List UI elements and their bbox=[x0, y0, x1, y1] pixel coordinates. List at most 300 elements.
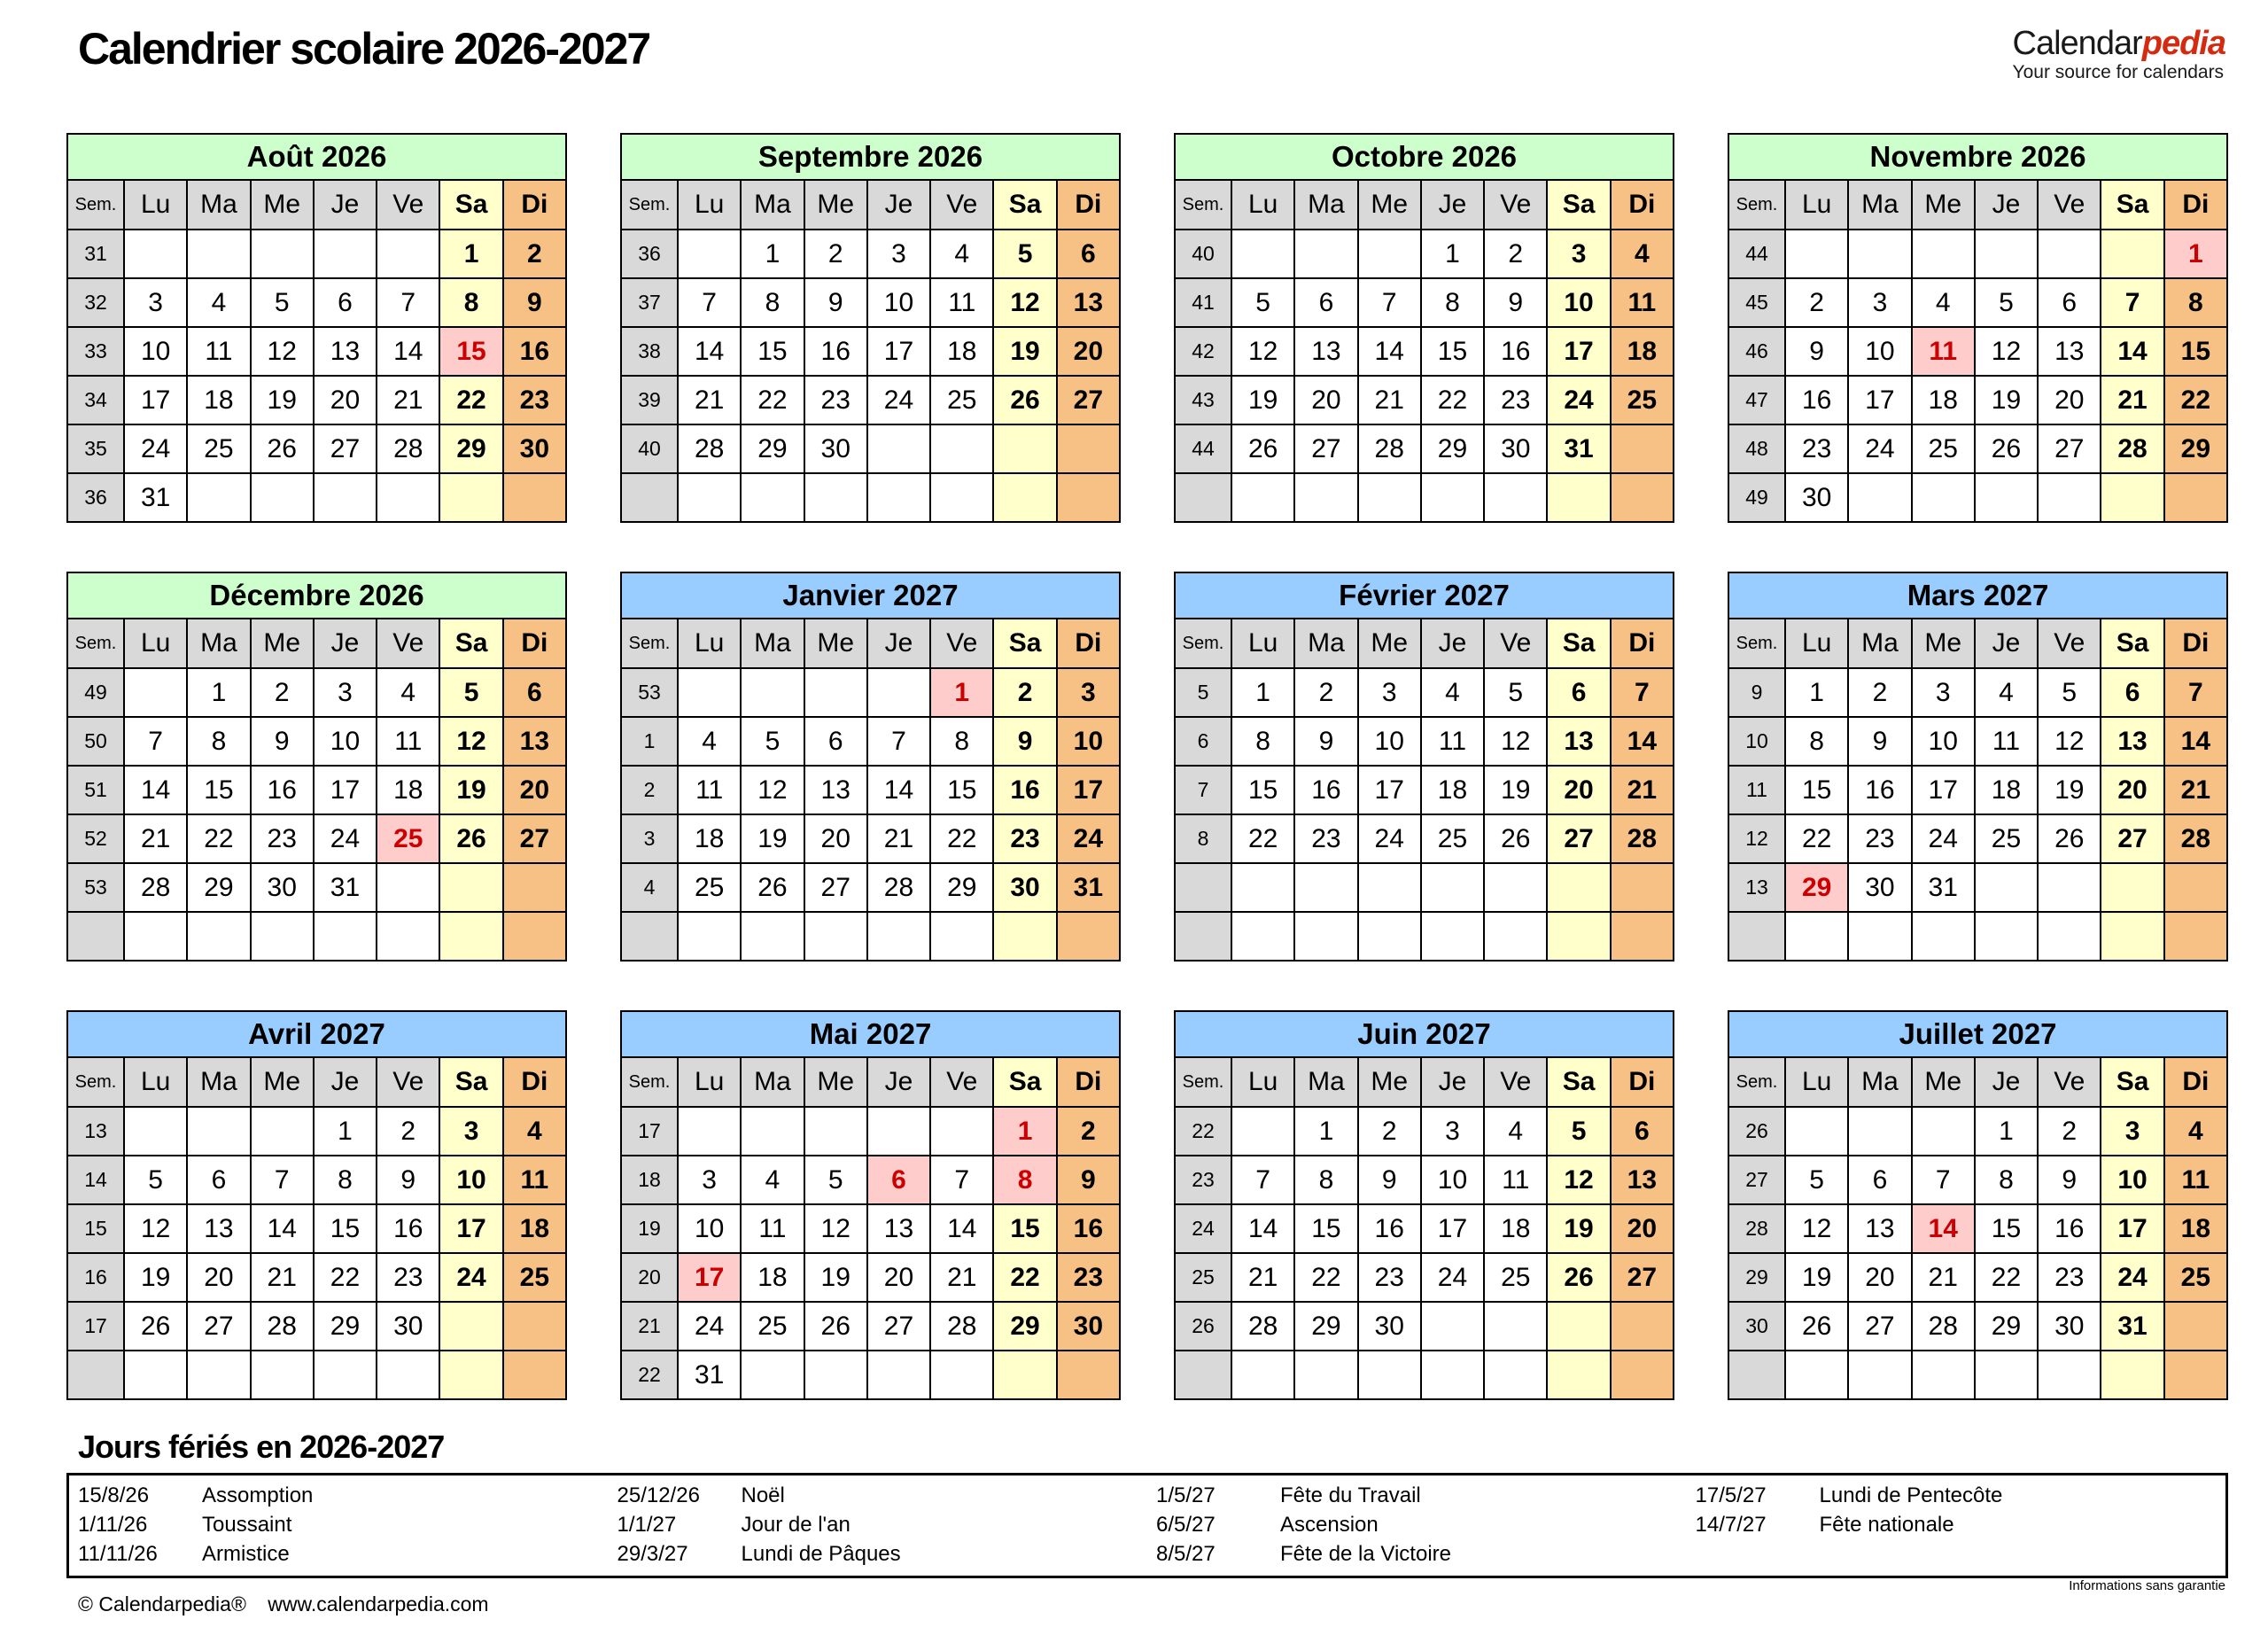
dow-row bbox=[1175, 1057, 1674, 1107]
day-cell bbox=[1057, 912, 1120, 961]
day-cell bbox=[251, 473, 314, 522]
holiday-date: 6/5/27 bbox=[1156, 1513, 1216, 1537]
day-column-header: Ve bbox=[1484, 180, 1547, 230]
day-cell: 7 bbox=[930, 1156, 993, 1204]
day-column-header: Lu bbox=[124, 180, 187, 230]
day-cell bbox=[1231, 912, 1294, 961]
day-column-header: Di bbox=[1611, 1057, 1674, 1107]
day-cell: 11 bbox=[678, 766, 741, 814]
day-cell bbox=[1231, 230, 1294, 278]
day-cell bbox=[1547, 912, 1610, 961]
week-row bbox=[67, 1253, 566, 1302]
week-column-header: Sem. bbox=[67, 1057, 124, 1107]
week-number-cell: 50 bbox=[67, 717, 124, 766]
day-cell: 11 bbox=[1484, 1156, 1547, 1204]
day-cell: 20 bbox=[1848, 1253, 1911, 1302]
day-cell: 7 bbox=[867, 717, 930, 766]
day-cell: 6 bbox=[1057, 230, 1120, 278]
day-column-header: Di bbox=[2164, 1057, 2227, 1107]
week-row bbox=[1175, 1107, 1674, 1156]
holiday-column bbox=[69, 1481, 609, 1569]
day-cell: 4 bbox=[930, 230, 993, 278]
day-cell: 17 bbox=[1912, 766, 1975, 814]
day-cell: 16 bbox=[993, 766, 1056, 814]
day-cell: 25 bbox=[678, 863, 741, 912]
week-number-cell: 25 bbox=[1175, 1253, 1231, 1302]
day-cell: 6 bbox=[1294, 278, 1357, 327]
day-cell bbox=[1358, 912, 1421, 961]
day-cell: 18 bbox=[1912, 376, 1975, 424]
page-title: Calendrier scolaire 2026-2027 bbox=[78, 24, 650, 74]
day-cell: 11 bbox=[503, 1156, 566, 1204]
day-cell bbox=[1547, 863, 1610, 912]
week-row bbox=[67, 717, 566, 766]
holiday-name: Lundi de Pentecôte bbox=[1819, 1483, 2003, 1507]
day-column-header: Me bbox=[804, 619, 867, 668]
day-column-header: Ma bbox=[1848, 1057, 1911, 1107]
holiday-name: Armistice bbox=[202, 1542, 290, 1566]
week-number-cell: 6 bbox=[1175, 717, 1231, 766]
week-row bbox=[1175, 424, 1674, 473]
day-cell: 9 bbox=[2038, 1156, 2101, 1204]
calendarpedia-logo bbox=[2013, 27, 2225, 83]
day-cell: 23 bbox=[1484, 376, 1547, 424]
day-cell: 21 bbox=[678, 376, 741, 424]
day-cell: 17 bbox=[1057, 766, 1120, 814]
day-column-header: Ve bbox=[377, 1057, 439, 1107]
day-column-header: Di bbox=[503, 1057, 566, 1107]
day-cell: 29 bbox=[439, 424, 502, 473]
day-cell: 23 bbox=[503, 376, 566, 424]
day-cell bbox=[503, 912, 566, 961]
week-row bbox=[1175, 1204, 1674, 1253]
day-cell: 5 bbox=[1547, 1107, 1610, 1156]
day-cell: 24 bbox=[678, 1302, 741, 1351]
day-cell: 7 bbox=[1358, 278, 1421, 327]
day-cell: 9 bbox=[503, 278, 566, 327]
day-cell bbox=[867, 1107, 930, 1156]
day-cell: 24 bbox=[124, 424, 187, 473]
day-cell: 5 bbox=[2038, 668, 2101, 717]
day-column-header: Ve bbox=[930, 1057, 993, 1107]
day-cell bbox=[377, 912, 439, 961]
day-cell bbox=[804, 473, 867, 522]
day-cell bbox=[124, 668, 187, 717]
holiday-name: Fête nationale bbox=[1819, 1513, 1954, 1537]
week-number-cell: 53 bbox=[67, 863, 124, 912]
day-cell: 29 bbox=[930, 863, 993, 912]
day-cell bbox=[678, 668, 741, 717]
day-cell: 30 bbox=[1848, 863, 1911, 912]
week-column-header: Sem. bbox=[1728, 180, 1785, 230]
week-row bbox=[621, 1156, 1120, 1204]
day-column-header: Ma bbox=[1294, 619, 1357, 668]
day-cell bbox=[2164, 1351, 2227, 1399]
day-cell: 27 bbox=[1848, 1302, 1911, 1351]
week-row bbox=[1728, 473, 2227, 522]
day-cell: 31 bbox=[314, 863, 377, 912]
day-column-header: Di bbox=[1611, 180, 1674, 230]
week-number-cell: 38 bbox=[621, 327, 678, 376]
day-cell: 24 bbox=[1358, 814, 1421, 863]
holidays-columns bbox=[66, 1473, 2228, 1578]
week-column-header: Sem. bbox=[1728, 1057, 1785, 1107]
day-cell: 22 bbox=[1231, 814, 1294, 863]
month-table bbox=[620, 1010, 1121, 1400]
day-cell: 12 bbox=[251, 327, 314, 376]
calendar-grid bbox=[66, 133, 2268, 1400]
day-cell: 12 bbox=[2038, 717, 2101, 766]
day-cell: 14 bbox=[867, 766, 930, 814]
week-row bbox=[621, 1204, 1120, 1253]
day-cell: 19 bbox=[993, 327, 1056, 376]
day-column-header: Je bbox=[1421, 180, 1484, 230]
day-cell bbox=[741, 1107, 804, 1156]
week-number-cell bbox=[1175, 1351, 1231, 1399]
day-cell: 17 bbox=[1421, 1204, 1484, 1253]
month-table bbox=[1728, 572, 2228, 962]
day-cell bbox=[804, 912, 867, 961]
day-cell: 22 bbox=[993, 1253, 1056, 1302]
day-cell: 22 bbox=[439, 376, 502, 424]
holiday-day-cell: 25 bbox=[377, 814, 439, 863]
day-cell: 7 bbox=[2164, 668, 2227, 717]
day-column-header: Je bbox=[314, 619, 377, 668]
week-row bbox=[1175, 863, 1674, 912]
day-cell: 10 bbox=[1057, 717, 1120, 766]
week-number-cell: 36 bbox=[67, 473, 124, 522]
week-row bbox=[1728, 424, 2227, 473]
week-number-cell bbox=[621, 912, 678, 961]
week-row bbox=[1175, 278, 1674, 327]
day-cell bbox=[1975, 473, 2038, 522]
holiday-entry bbox=[78, 1539, 609, 1569]
day-cell: 26 bbox=[993, 376, 1056, 424]
month-title: Février 2027 bbox=[1175, 572, 1674, 619]
day-cell: 4 bbox=[1484, 1107, 1547, 1156]
week-number-cell bbox=[1175, 912, 1231, 961]
day-cell bbox=[2038, 1351, 2101, 1399]
day-cell: 3 bbox=[678, 1156, 741, 1204]
day-cell bbox=[124, 230, 187, 278]
week-column-header: Sem. bbox=[621, 180, 678, 230]
day-cell: 30 bbox=[993, 863, 1056, 912]
day-column-header: Je bbox=[867, 180, 930, 230]
day-cell: 5 bbox=[439, 668, 502, 717]
day-cell: 5 bbox=[1231, 278, 1294, 327]
day-cell: 15 bbox=[2164, 327, 2227, 376]
day-cell: 27 bbox=[2101, 814, 2163, 863]
month-title: Juillet 2027 bbox=[1728, 1011, 2227, 1057]
day-column-header: Ve bbox=[1484, 1057, 1547, 1107]
week-number-cell bbox=[1175, 473, 1231, 522]
day-cell bbox=[678, 1107, 741, 1156]
day-cell: 5 bbox=[741, 717, 804, 766]
month-title-row bbox=[1728, 134, 2227, 180]
day-cell: 4 bbox=[1912, 278, 1975, 327]
day-cell: 7 bbox=[377, 278, 439, 327]
day-cell: 5 bbox=[804, 1156, 867, 1204]
day-cell: 20 bbox=[2038, 376, 2101, 424]
day-cell: 5 bbox=[124, 1156, 187, 1204]
week-number-cell: 23 bbox=[1175, 1156, 1231, 1204]
day-cell: 9 bbox=[1294, 717, 1357, 766]
holiday-day-cell: 1 bbox=[2164, 230, 2227, 278]
day-cell: 6 bbox=[314, 278, 377, 327]
week-number-cell: 49 bbox=[67, 668, 124, 717]
day-cell bbox=[1547, 1351, 1610, 1399]
day-cell bbox=[930, 473, 993, 522]
week-number-cell: 46 bbox=[1728, 327, 1785, 376]
day-cell bbox=[867, 1351, 930, 1399]
week-number-cell: 10 bbox=[1728, 717, 1785, 766]
copyright-text: © Calendarpedia® bbox=[78, 1592, 246, 1616]
day-cell: 9 bbox=[1785, 327, 1848, 376]
day-column-header: Me bbox=[251, 1057, 314, 1107]
day-cell: 6 bbox=[2101, 668, 2163, 717]
day-cell: 24 bbox=[2101, 1253, 2163, 1302]
week-number-cell bbox=[67, 1351, 124, 1399]
day-cell: 31 bbox=[1912, 863, 1975, 912]
day-cell: 28 bbox=[1611, 814, 1674, 863]
day-cell: 6 bbox=[1547, 668, 1610, 717]
week-row bbox=[1175, 1302, 1674, 1351]
day-cell: 19 bbox=[804, 1253, 867, 1302]
week-row bbox=[67, 912, 566, 961]
day-column-header: Me bbox=[1912, 180, 1975, 230]
day-cell: 19 bbox=[741, 814, 804, 863]
day-cell: 21 bbox=[1231, 1253, 1294, 1302]
week-row bbox=[1728, 668, 2227, 717]
dow-row bbox=[621, 180, 1120, 230]
month-table bbox=[1728, 1010, 2228, 1400]
day-cell: 11 bbox=[377, 717, 439, 766]
dow-row bbox=[621, 619, 1120, 668]
week-row bbox=[621, 668, 1120, 717]
day-cell: 26 bbox=[439, 814, 502, 863]
week-row bbox=[67, 668, 566, 717]
day-cell bbox=[1294, 912, 1357, 961]
month-table bbox=[1174, 133, 1674, 523]
day-cell: 17 bbox=[1358, 766, 1421, 814]
day-cell: 30 bbox=[251, 863, 314, 912]
day-cell: 28 bbox=[2101, 424, 2163, 473]
day-cell bbox=[2101, 230, 2163, 278]
day-cell: 3 bbox=[439, 1107, 502, 1156]
day-cell: 6 bbox=[503, 668, 566, 717]
day-cell: 27 bbox=[1294, 424, 1357, 473]
week-row bbox=[67, 278, 566, 327]
day-cell: 10 bbox=[314, 717, 377, 766]
day-cell: 30 bbox=[1057, 1302, 1120, 1351]
week-row bbox=[67, 424, 566, 473]
month-title: Août 2026 bbox=[67, 134, 566, 180]
holiday-name: Assomption bbox=[202, 1483, 314, 1507]
day-cell: 13 bbox=[2038, 327, 2101, 376]
day-cell: 2 bbox=[2038, 1107, 2101, 1156]
day-cell: 15 bbox=[741, 327, 804, 376]
week-number-cell: 31 bbox=[67, 230, 124, 278]
day-column-header: Me bbox=[1912, 1057, 1975, 1107]
day-cell bbox=[867, 668, 930, 717]
day-cell: 4 bbox=[1611, 230, 1674, 278]
day-cell bbox=[867, 473, 930, 522]
week-number-cell bbox=[67, 912, 124, 961]
day-cell: 19 bbox=[439, 766, 502, 814]
day-cell bbox=[124, 1107, 187, 1156]
day-cell: 30 bbox=[1358, 1302, 1421, 1351]
day-cell: 20 bbox=[804, 814, 867, 863]
day-cell: 28 bbox=[678, 424, 741, 473]
day-cell: 27 bbox=[503, 814, 566, 863]
week-number-cell: 41 bbox=[1175, 278, 1231, 327]
day-cell bbox=[1912, 1351, 1975, 1399]
week-row bbox=[67, 766, 566, 814]
holiday-day-cell: 29 bbox=[1785, 863, 1848, 912]
week-number-cell: 44 bbox=[1175, 424, 1231, 473]
month-title-row bbox=[1728, 1011, 2227, 1057]
day-cell bbox=[2038, 230, 2101, 278]
day-cell: 14 bbox=[1231, 1204, 1294, 1253]
week-number-cell: 30 bbox=[1728, 1302, 1785, 1351]
day-cell bbox=[1358, 230, 1421, 278]
day-cell: 26 bbox=[1785, 1302, 1848, 1351]
day-cell: 16 bbox=[1785, 376, 1848, 424]
week-row bbox=[67, 473, 566, 522]
day-cell: 11 bbox=[741, 1204, 804, 1253]
day-cell bbox=[1231, 473, 1294, 522]
week-row bbox=[1175, 1156, 1674, 1204]
day-cell bbox=[503, 1351, 566, 1399]
day-cell bbox=[1547, 1302, 1610, 1351]
day-cell bbox=[1975, 230, 2038, 278]
holiday-date: 1/11/26 bbox=[78, 1513, 148, 1537]
day-cell: 13 bbox=[187, 1204, 250, 1253]
week-row bbox=[67, 1351, 566, 1399]
day-cell: 25 bbox=[1421, 814, 1484, 863]
day-cell: 14 bbox=[124, 766, 187, 814]
week-column-header: Sem. bbox=[1728, 619, 1785, 668]
day-column-header: Ve bbox=[377, 619, 439, 668]
day-cell bbox=[187, 912, 250, 961]
day-cell: 15 bbox=[930, 766, 993, 814]
day-cell: 8 bbox=[1785, 717, 1848, 766]
day-cell: 23 bbox=[1358, 1253, 1421, 1302]
dow-row bbox=[67, 180, 566, 230]
day-cell bbox=[439, 863, 502, 912]
week-number-cell: 16 bbox=[67, 1253, 124, 1302]
day-cell: 6 bbox=[1848, 1156, 1911, 1204]
week-number-cell: 36 bbox=[621, 230, 678, 278]
day-cell: 25 bbox=[1912, 424, 1975, 473]
holiday-entry bbox=[1696, 1481, 2226, 1510]
day-cell: 31 bbox=[124, 473, 187, 522]
day-column-header: Ma bbox=[187, 1057, 250, 1107]
day-cell: 15 bbox=[314, 1204, 377, 1253]
day-cell: 8 bbox=[1975, 1156, 2038, 1204]
holiday-date: 1/5/27 bbox=[1156, 1483, 1216, 1507]
day-cell: 31 bbox=[1547, 424, 1610, 473]
day-column-header: Ma bbox=[1848, 619, 1911, 668]
week-row bbox=[1175, 327, 1674, 376]
holiday-column bbox=[1147, 1481, 1687, 1569]
day-cell: 28 bbox=[2164, 814, 2227, 863]
month-table bbox=[1174, 572, 1674, 962]
day-cell: 29 bbox=[741, 424, 804, 473]
day-cell: 7 bbox=[251, 1156, 314, 1204]
month-title-row bbox=[67, 134, 566, 180]
day-cell: 4 bbox=[503, 1107, 566, 1156]
day-cell bbox=[930, 424, 993, 473]
day-cell: 23 bbox=[1848, 814, 1911, 863]
day-cell: 3 bbox=[1358, 668, 1421, 717]
day-cell bbox=[187, 1351, 250, 1399]
week-number-cell: 32 bbox=[67, 278, 124, 327]
holiday-date: 17/5/27 bbox=[1695, 1483, 1767, 1507]
day-cell: 18 bbox=[187, 376, 250, 424]
day-cell: 1 bbox=[314, 1107, 377, 1156]
day-cell: 16 bbox=[804, 327, 867, 376]
week-number-cell: 8 bbox=[1175, 814, 1231, 863]
month-title: Mars 2027 bbox=[1728, 572, 2227, 619]
week-row bbox=[621, 766, 1120, 814]
day-cell bbox=[678, 473, 741, 522]
week-number-cell: 44 bbox=[1728, 230, 1785, 278]
day-cell bbox=[741, 1351, 804, 1399]
day-cell bbox=[2038, 863, 2101, 912]
day-cell bbox=[1785, 1107, 1848, 1156]
day-cell: 26 bbox=[2038, 814, 2101, 863]
week-row bbox=[621, 814, 1120, 863]
day-cell bbox=[439, 473, 502, 522]
day-cell bbox=[1848, 1107, 1911, 1156]
day-cell: 13 bbox=[2101, 717, 2163, 766]
month-title: Novembre 2026 bbox=[1728, 134, 2227, 180]
week-number-cell: 51 bbox=[67, 766, 124, 814]
day-cell: 1 bbox=[1785, 668, 1848, 717]
day-cell: 10 bbox=[1912, 717, 1975, 766]
day-cell: 2 bbox=[377, 1107, 439, 1156]
holiday-day-cell: 15 bbox=[439, 327, 502, 376]
day-cell bbox=[503, 473, 566, 522]
holiday-day-cell: 8 bbox=[993, 1156, 1056, 1204]
day-cell: 11 bbox=[930, 278, 993, 327]
day-cell: 1 bbox=[1294, 1107, 1357, 1156]
day-cell: 11 bbox=[1421, 717, 1484, 766]
week-row bbox=[1175, 668, 1674, 717]
day-cell: 3 bbox=[1547, 230, 1610, 278]
day-cell: 30 bbox=[503, 424, 566, 473]
holiday-name: Fête du Travail bbox=[1280, 1483, 1421, 1507]
week-row bbox=[1728, 863, 2227, 912]
day-cell: 12 bbox=[1484, 717, 1547, 766]
day-cell bbox=[804, 668, 867, 717]
month-table bbox=[66, 133, 567, 523]
day-cell: 23 bbox=[1057, 1253, 1120, 1302]
day-cell: 30 bbox=[804, 424, 867, 473]
week-column-header: Sem. bbox=[67, 619, 124, 668]
day-cell: 14 bbox=[678, 327, 741, 376]
day-cell bbox=[187, 473, 250, 522]
day-cell bbox=[1912, 1107, 1975, 1156]
day-cell: 16 bbox=[2038, 1204, 2101, 1253]
week-row bbox=[621, 717, 1120, 766]
day-cell: 1 bbox=[741, 230, 804, 278]
day-column-header: Sa bbox=[439, 180, 502, 230]
day-cell bbox=[1231, 863, 1294, 912]
week-number-cell: 4 bbox=[621, 863, 678, 912]
day-cell: 27 bbox=[314, 424, 377, 473]
